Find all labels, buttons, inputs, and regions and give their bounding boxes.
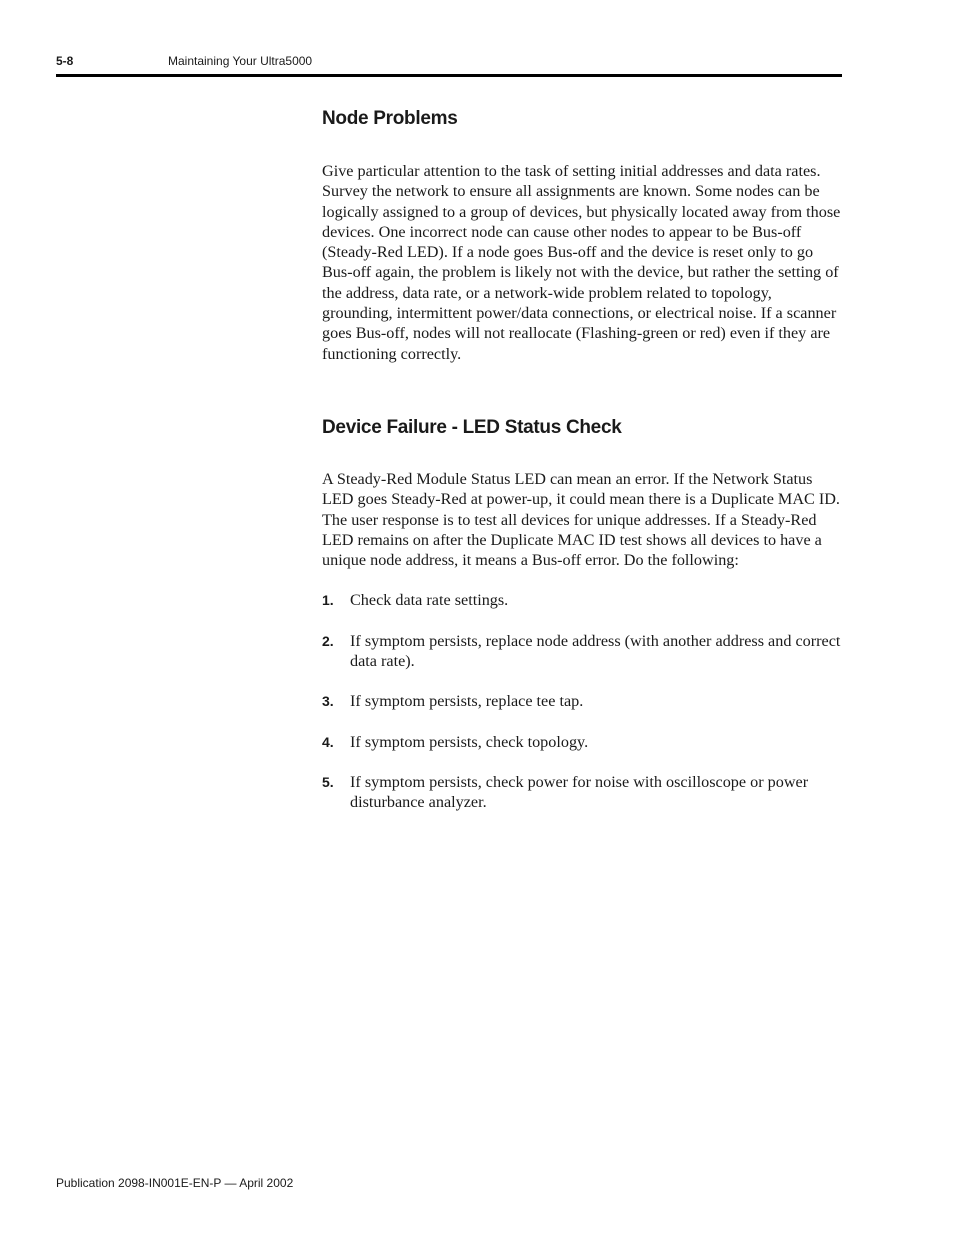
step-text: Check data rate settings.	[350, 591, 509, 610]
list-item	[322, 772, 842, 813]
main-content	[322, 104, 842, 833]
step-text: If symptom persists, replace node address (with another address and correct data rate).	[350, 631, 841, 671]
step-text: If symptom persists, replace tee tap.	[350, 692, 584, 711]
step-number: 3.	[322, 693, 334, 710]
page-footer: Publication 2098-IN001E-EN-P — April 2002	[56, 1176, 294, 1190]
page-number: 5-8	[56, 54, 74, 68]
page-header	[56, 52, 842, 76]
list-item	[322, 691, 842, 711]
running-title: Maintaining Your Ultra5000	[168, 54, 313, 68]
list-item	[322, 631, 842, 672]
step-text: If symptom persists, check topology.	[350, 732, 589, 751]
heading-node-problems: Node Problems	[322, 108, 458, 129]
list-item	[322, 732, 842, 752]
step-number: 5.	[322, 773, 334, 790]
step-number: 4.	[322, 733, 334, 750]
header-rule	[56, 74, 842, 77]
paragraph-node-problems: Give particular attention to the task of setting initial addresses and data rates. Survey the network to ensure all assignments are known. Some nodes can be logically assigned to a group of devices, but physically located away from those devices. One incorrect node can cause other nodes to appear to be Bus-off (Steady-Red LED). If a node goes Bus-off and the device is reset only to go Bus-off again, the problem is likely not with the device, but rather the setting of the address, data rate, or a network-wide problem related to topology, grounding, intermittent power/data connections, or electrical noise. If a scanner goes Bus-off, nodes will not reallocate (Flashing-green or red) even if they are functioning correctly.	[322, 162, 841, 363]
step-text: If symptom persists, check power for noise with oscilloscope or power disturbance analyzer.	[350, 772, 809, 812]
step-number: 1.	[322, 592, 334, 609]
step-number: 2.	[322, 632, 334, 649]
paragraph-device-failure: A Steady-Red Module Status LED can mean an error. If the Network Status LED goes Steady-Red at power-up, it could mean there is a Duplicate MAC ID. The user response is to test all devices for unique addresses. If a Steady-Red LED remains on after the Duplicate MAC ID test shows all devices to have a unique node address, it means a Bus-off error. Do the following:	[322, 469, 840, 570]
steps-list	[322, 590, 842, 812]
heading-device-failure: Device Failure - LED Status Check	[322, 416, 622, 438]
list-item	[322, 590, 842, 610]
